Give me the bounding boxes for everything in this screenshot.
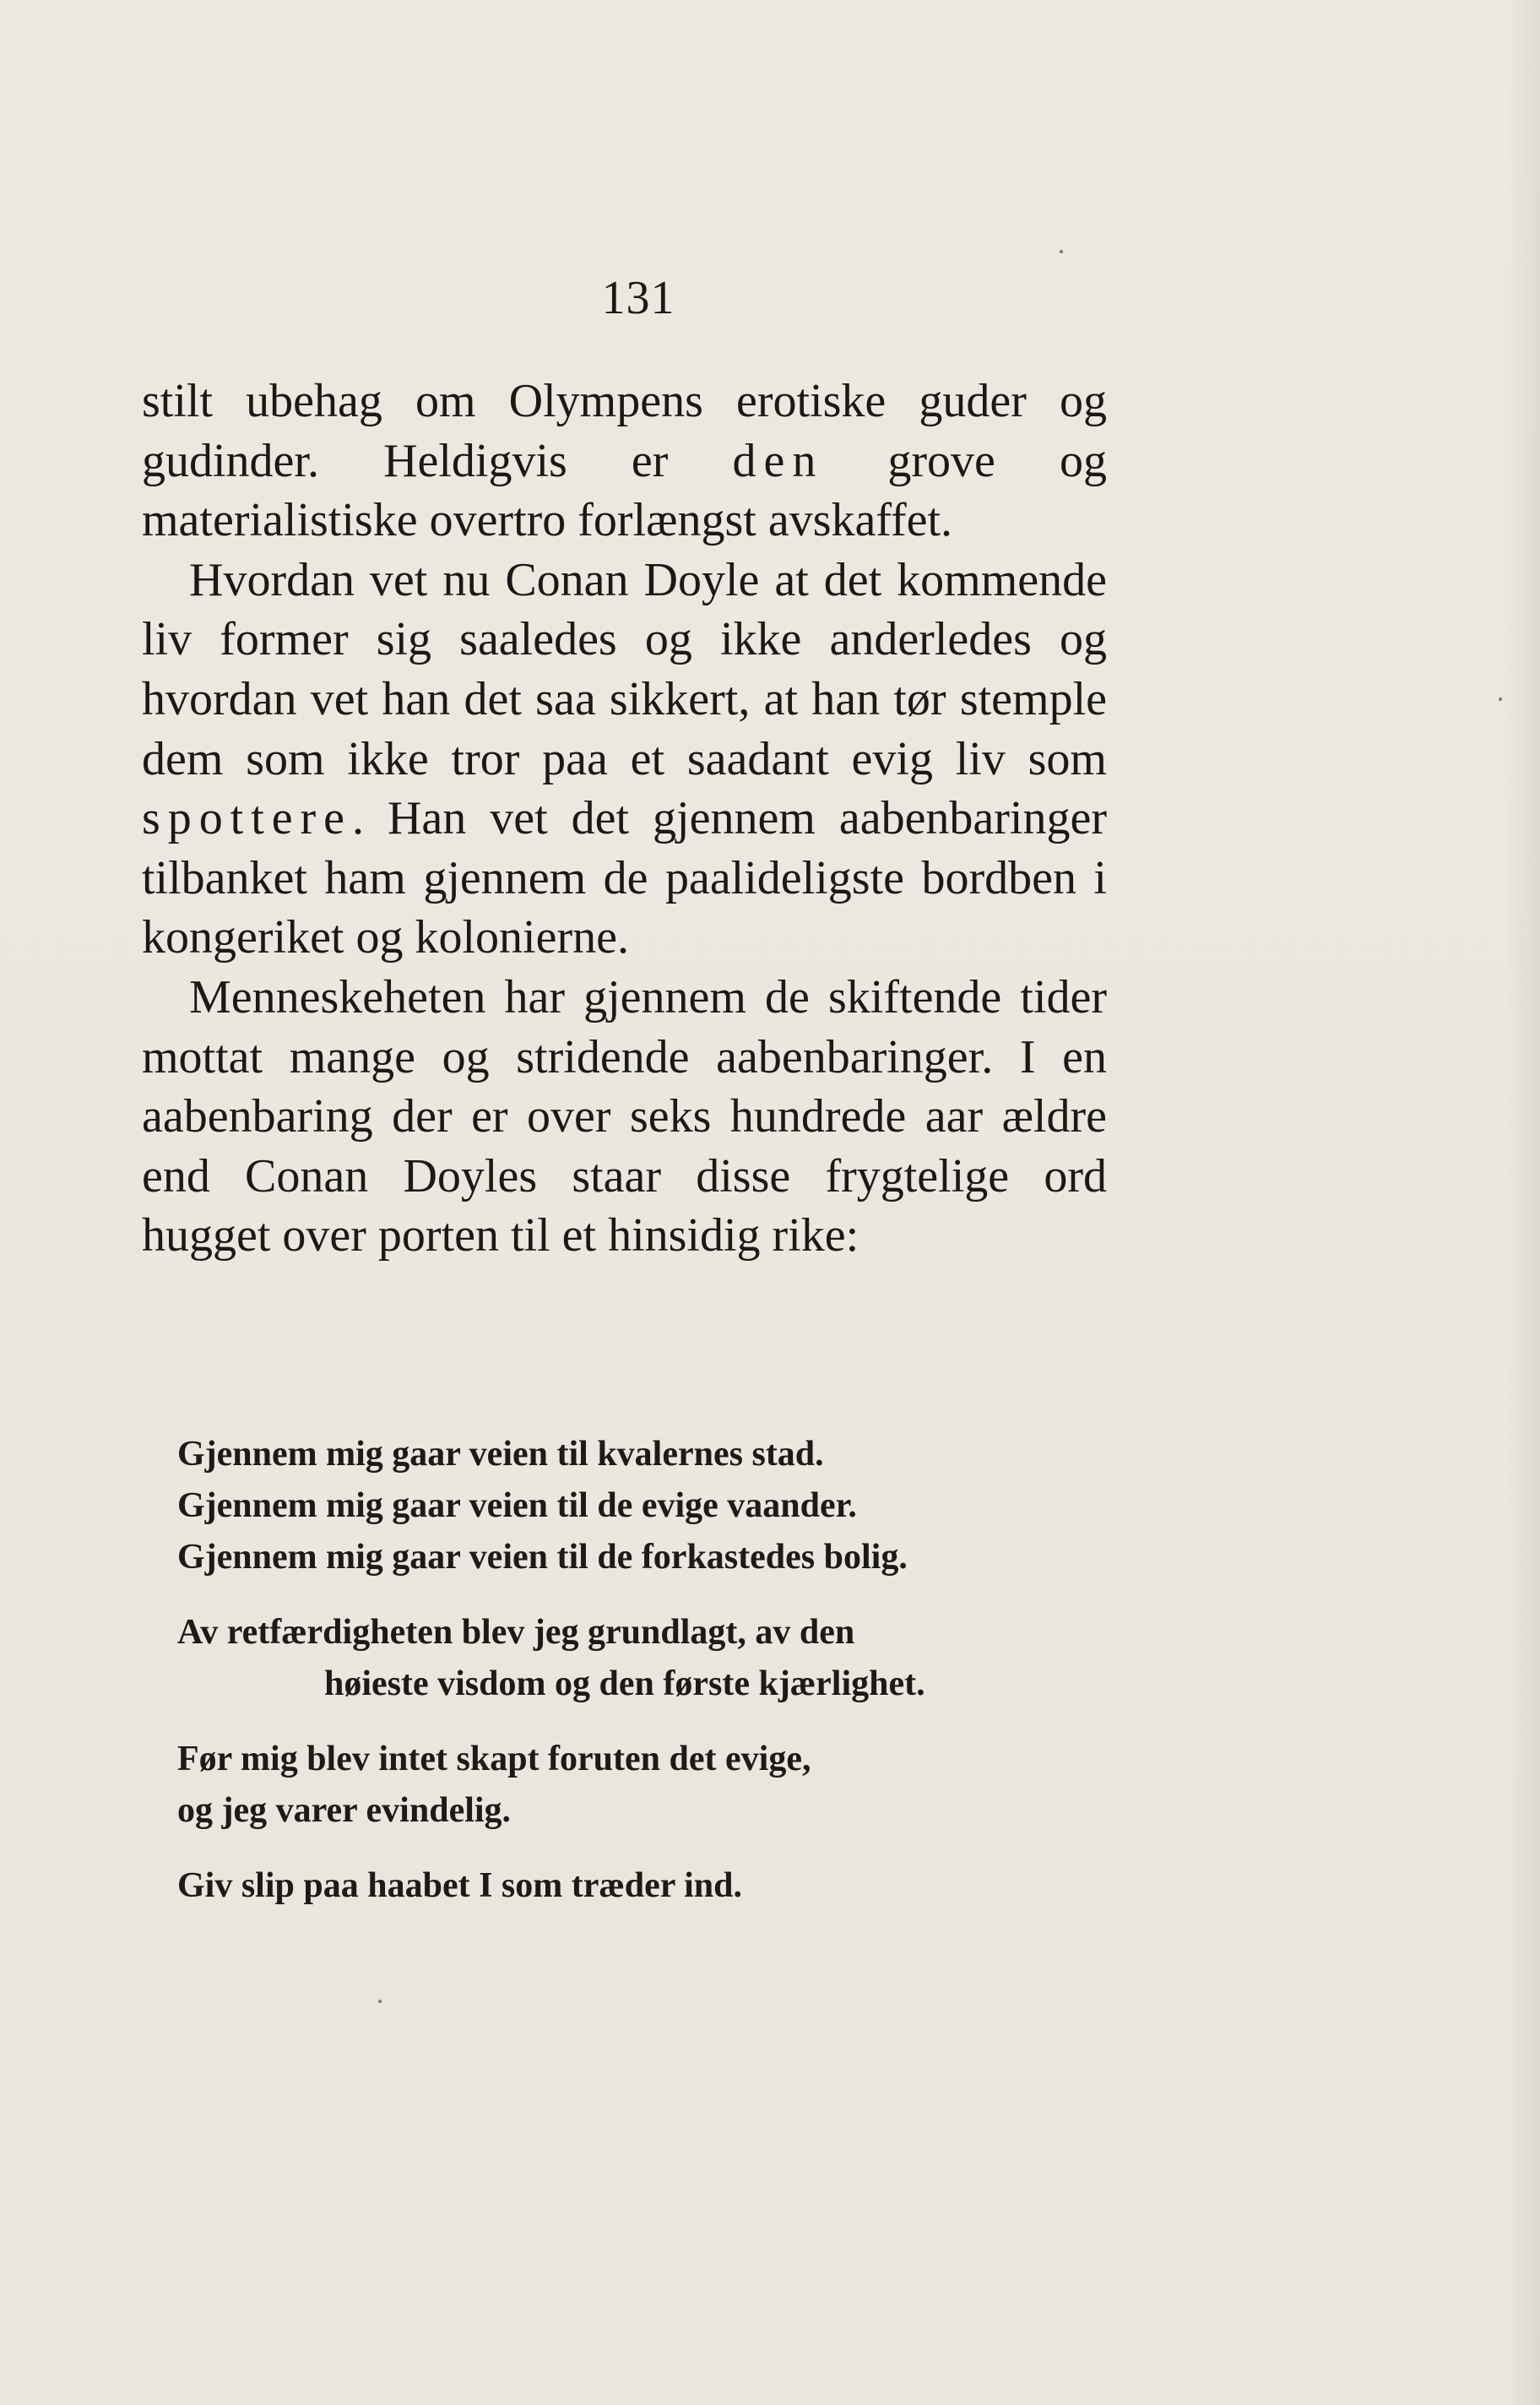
verse-line: Gjennem mig gaar veien til de forkastedes bolig.: [177, 1538, 908, 1577]
paragraph-text: . Han vet det gjennem aabenbaringer tilbanket ham gjennem de paalideligste bordben i kongeriket og kolonierne.: [142, 792, 1107, 964]
paragraph: [142, 968, 1107, 1266]
paper-speck: [1499, 698, 1502, 701]
verse-quotation: [177, 1429, 1123, 1935]
paragraph-text: Menneskeheten har gjennem de skiftende tider mottat mange og stridende aabenbaringer. I en aabenbaring der er over seks hundrede aar ældre end Conan Doyles staar disse frygtelige ord hugget over porten til et hinsidig rike: [142, 970, 1107, 1262]
page-number: 131: [601, 272, 675, 324]
emphasized-punctuation: :: [845, 1209, 867, 1262]
page-edge-shadow: [1506, 0, 1540, 2405]
paragraph: [142, 551, 1107, 968]
verse-line: Gjennem mig gaar veien til kvalernes stad.: [177, 1435, 824, 1474]
paragraph: [142, 372, 1107, 551]
emphasized-word: den: [732, 434, 824, 487]
verse-line: og jeg varer evindelig.: [177, 1791, 512, 1830]
verse-stanza: [177, 1607, 1123, 1710]
paragraph-text: Hvordan vet nu Conan Doyle at det kommende liv former sig saaledes og ikke anderledes og hvordan vet han det saa sikkert, at han tør stemple dem som ikke tror paa et saadant evig liv som: [142, 553, 1107, 785]
verse-line-continuation: høieste visdom og den første kjærlighet.: [324, 1664, 925, 1703]
paper-speck: [378, 2000, 382, 2003]
paragraph-text: grove og materialistiske overtro forlængst avskaffet.: [142, 434, 1107, 547]
verse-line: Før mig blev intet skapt foruten det evige,: [177, 1740, 811, 1778]
verse-stanza: [177, 1734, 1123, 1837]
paper-speck: [1060, 250, 1063, 253]
verse-line: Av retfærdigheten blev jeg grundlagt, av den: [177, 1613, 855, 1652]
verse-stanza: [177, 1429, 1123, 1583]
verse-line: Gjennem mig gaar veien til de evige vaander.: [177, 1486, 857, 1525]
paragraph-text: stilt ubehag om Olympens erotiske guder og gudinder. Heldigvis er: [142, 375, 1107, 487]
verse-line: Giv slip paa haabet I som træder ind.: [177, 1866, 742, 1905]
verse-stanza: [177, 1860, 1123, 1912]
body-text: [142, 372, 1107, 1266]
emphasized-word: spottere: [142, 792, 352, 845]
